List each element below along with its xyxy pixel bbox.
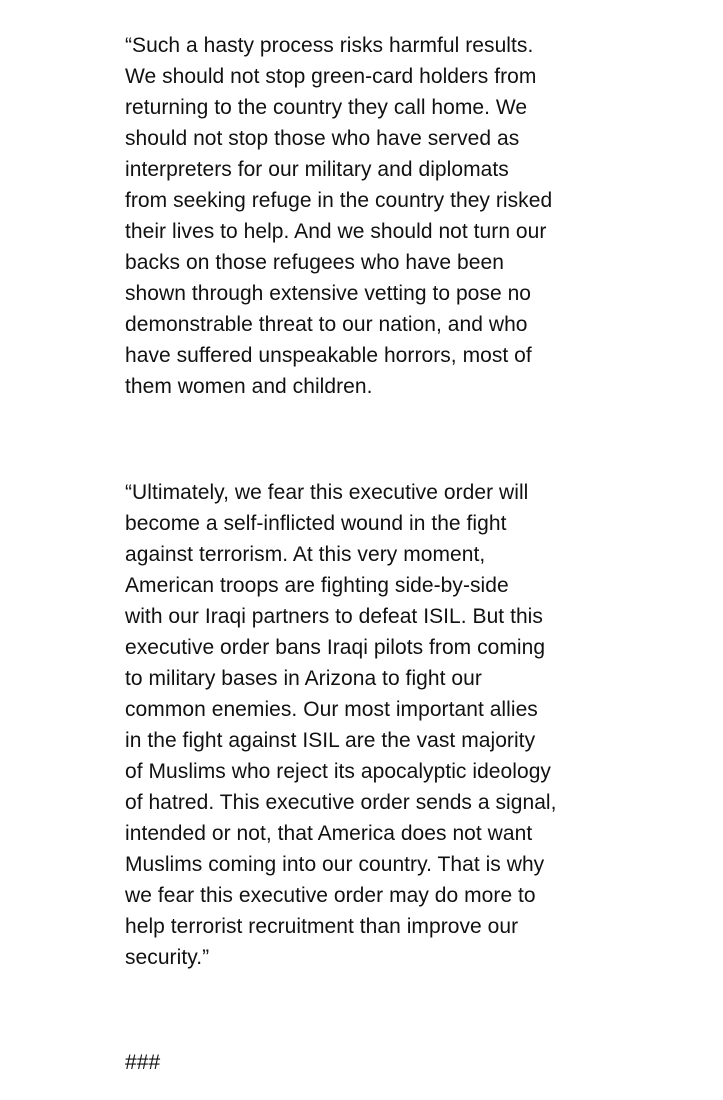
text-line: “Such a hasty process risks harmful results. [125,34,534,57]
paragraph-self-inflicted-wound [125,477,605,973]
text-line: intended or not, that America does not want [125,822,533,845]
text-line: interpreters for our military and diplomats [125,158,509,181]
end-mark [125,1047,605,1078]
text-line: security.” [125,946,210,969]
text-line: become a self-inflicted wound in the fight [125,512,507,535]
text-line: against terrorism. At this very moment, [125,543,486,566]
text-line: in the fight against ISIL are the vast majority [125,729,536,752]
text-line: demonstrable threat to our nation, and who [125,313,528,336]
text-line: “Ultimately, we fear this executive order will [125,481,529,504]
paragraph-hasty-process [125,30,605,402]
text-line: from seeking refuge in the country they risked [125,189,553,212]
text-line: Muslims coming into our country. That is why [125,853,545,876]
text-line: their lives to help. And we should not turn our [125,220,547,243]
text-line: of Muslims who reject its apocalyptic ideology [125,760,551,783]
text-line: them women and children. [125,375,373,398]
text-line: help terrorist recruitment than improve our [125,915,519,938]
text-line: executive order bans Iraqi pilots from coming [125,636,546,659]
text-line: with our Iraqi partners to defeat ISIL. But this [125,605,543,628]
text-line: to military bases in Arizona to fight our [125,667,482,690]
text-line: shown through extensive vetting to pose no [125,282,532,305]
end-mark-text: ### [125,1051,161,1074]
text-line: returning to the country they call home. We [125,96,528,119]
text-line: have suffered unspeakable horrors, most of [125,344,532,367]
text-line: backs on those refugees who have been [125,251,504,274]
text-line: we fear this executive order may do more to [125,884,536,907]
text-line: of hatred. This executive order sends a signal, [125,791,557,814]
text-line: common enemies. Our most important allies [125,698,538,721]
text-line: should not stop those who have served as [125,127,520,150]
text-line: American troops are fighting side-by-side [125,574,509,597]
text-line: We should not stop green-card holders from [125,65,537,88]
